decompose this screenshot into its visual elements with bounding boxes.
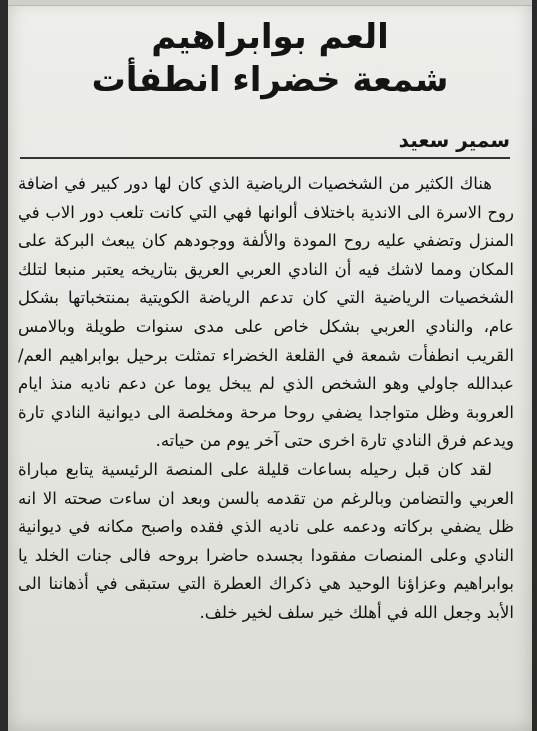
byline — [399, 128, 510, 154]
headline-line-1: العم بوابراهيم — [151, 17, 389, 57]
article-paragraph-1: هناك الكثير من الشخصيات الرياضية الذي كان لها دور كبير في اضافة روح الاسرة الى الاندية باختلاف ألوانها فهي التي كانت تلعب دور الاب في المنزل وتضفي عليه روح المودة والألفة ووجودهم كان يبعث البركة على المكان ومما لاشك فيه أن النادي العربي العريق بتاريخه يعتبر منبعا لتلك الشخصيات الرياضية التي كان تدعم الرياضة الكويتية بمنتخباتها بشكل عام، والنادي العربي بشكل خاص على مدى سنوات طويلة وبالامس القريب انطفأت شمعة في القلعة الخضراء تمثلت برحيل بوابراهيم العم/ عبدالله جاولي وهو الشخص الذي لم يبخل يوما عن دعم ناديه منذ ايام العروبة وظل متواجدا يضفي روحا مرحة ومخلصة الى ديوانية النادي تارة ويدعم فرق النادي تارة اخرى حتى آخر يوم من حياته. — [18, 174, 514, 451]
article-paragraph-2: لقد كان قبل رحيله بساعات قليلة على المنصة الرئيسية يتابع مباراة العربي والتضامن وبالرغم من تقدمه بالسن وبعد ان ساءت صحته الا انه ظل يضفي بركاته ودعمه على ناديه الذي فقده واصبح مكانه في ديوانية النادي وعلى المنصات مفقودا بجسده حاضرا بروحه فالى جنات الخلد يا بوابراهيم وعزاؤنا الوحيد هي ذكراك العطرة التي ستبقى في أذهاننا الى الأبد وجعل الله في أهلك خير سلف لخير خلف. — [18, 459, 514, 622]
paper-top-edge — [8, 0, 532, 6]
author-name: سمير سعيد — [398, 128, 510, 152]
article-body — [18, 170, 514, 628]
headline-line-2: شمعة خضراء انطفأت — [91, 60, 449, 100]
newspaper-clipping — [8, 0, 532, 731]
byline-divider — [20, 157, 510, 159]
headline — [8, 16, 532, 102]
